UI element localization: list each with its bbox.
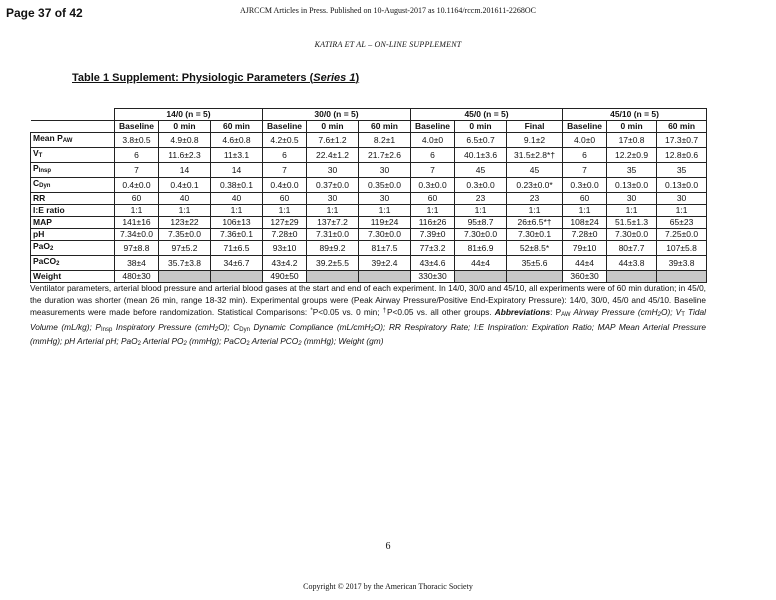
row-label-main: Weight — [33, 271, 62, 281]
table-cell: 106±13 — [211, 217, 263, 229]
page-label: Page 37 of 42 — [6, 6, 83, 20]
table-cell — [159, 271, 211, 283]
table-cell: 30 — [657, 193, 707, 205]
table-row — [31, 178, 707, 193]
corner-cell — [31, 109, 115, 121]
table-cell: 0.4±0.0 — [263, 178, 307, 193]
table-cell: 77±3.2 — [411, 241, 455, 256]
caption-text: P<0.05 vs. 0 min; — [312, 307, 383, 317]
subscript: 2 — [137, 341, 141, 347]
column-header: 60 min — [657, 121, 707, 133]
table-cell: 0.3±0.0 — [455, 178, 507, 193]
table-caption — [30, 283, 706, 351]
table-cell: 35 — [607, 163, 657, 178]
table-cell: 9.1±2 — [507, 133, 563, 148]
physiologic-parameters-table — [30, 108, 707, 283]
table-cell: 65±23 — [657, 217, 707, 229]
table-row — [31, 133, 707, 148]
table-cell: 0.23±0.0* — [507, 178, 563, 193]
table-cell: 7.31±0.0 — [307, 229, 359, 241]
table-cell: 1:1 — [115, 205, 159, 217]
table-cell: 40.1±3.6 — [455, 148, 507, 163]
table-cell: 7.30±0.0 — [359, 229, 411, 241]
table-cell: 22.4±1.2 — [307, 148, 359, 163]
group-header: 45/10 (n = 5) — [563, 109, 707, 121]
corner-cell — [31, 121, 115, 133]
table-cell: 107±5.8 — [657, 241, 707, 256]
running-head: KATIRA ET AL – ON-LINE SUPPLEMENT — [314, 40, 462, 49]
table-cell: 93±10 — [263, 241, 307, 256]
column-header: Baseline — [263, 121, 307, 133]
table-cell: 1:1 — [607, 205, 657, 217]
table-cell: 0.13±0.0 — [607, 178, 657, 193]
table-cell: 39±3.8 — [657, 256, 707, 271]
row-label-subscript: 2 — [56, 261, 60, 267]
column-header: Baseline — [115, 121, 159, 133]
row-label-main: V — [33, 148, 39, 158]
subscript: 2 — [657, 312, 661, 318]
table-cell: 0.3±0.0 — [563, 178, 607, 193]
table-cell: 7.28±0 — [263, 229, 307, 241]
table-cell: 44±3.8 — [607, 256, 657, 271]
row-label — [31, 163, 115, 178]
row-label — [31, 217, 115, 229]
table-cell — [307, 271, 359, 283]
row-label-main: RR — [33, 193, 46, 203]
table-cell: 14 — [159, 163, 211, 178]
column-header: 0 min — [159, 121, 211, 133]
table-cell: 34±6.7 — [211, 256, 263, 271]
table-cell: 40 — [159, 193, 211, 205]
table-title-main: Table 1 Supplement: Physiologic Parameters ( — [72, 72, 314, 84]
table-cell: 60 — [411, 193, 455, 205]
column-header: Final — [507, 121, 563, 133]
table-cell: 79±10 — [563, 241, 607, 256]
table-cell: 0.38±0.1 — [211, 178, 263, 193]
table-cell: 45 — [455, 163, 507, 178]
group-header: 14/0 (n = 5) — [115, 109, 263, 121]
table-title-end: ) — [355, 72, 360, 84]
table-cell: 1:1 — [263, 205, 307, 217]
table-cell: 14 — [211, 163, 263, 178]
table-cell: 1:1 — [411, 205, 455, 217]
table-cell: 7.30±0.1 — [507, 229, 563, 241]
table-cell: 6 — [563, 148, 607, 163]
row-label — [31, 148, 115, 163]
table-cell: 7.25±0.0 — [657, 229, 707, 241]
table-cell: 7 — [411, 163, 455, 178]
table-cell: 141±16 — [115, 217, 159, 229]
table-cell: 26±6.5*† — [507, 217, 563, 229]
column-header: 0 min — [455, 121, 507, 133]
table-cell: 0.35±0.0 — [359, 178, 411, 193]
table-row — [31, 148, 707, 163]
row-label-subscript: Dyn — [39, 183, 51, 189]
caption-text: Inspiratory Pressure (cmH — [112, 321, 215, 332]
subscript: T — [681, 312, 685, 318]
table-cell: 30 — [359, 163, 411, 178]
column-header: Baseline — [411, 121, 455, 133]
row-label-subscript: 2 — [50, 246, 54, 252]
table-cell: 30 — [307, 163, 359, 178]
table-cell: 23 — [455, 193, 507, 205]
table-cell: 80±7.7 — [607, 241, 657, 256]
table-row — [31, 229, 707, 241]
table-cell: 81±6.9 — [455, 241, 507, 256]
caption-text: O); V — [661, 307, 682, 317]
table-cell: 21.7±2.6 — [359, 148, 411, 163]
caption-text: Arterial PCO — [249, 336, 299, 346]
column-header: 60 min — [359, 121, 411, 133]
table-cell: 40 — [211, 193, 263, 205]
table-row — [31, 163, 707, 178]
column-header: 60 min — [211, 121, 263, 133]
row-label-main: PaO — [33, 241, 51, 251]
table-cell: 1:1 — [507, 205, 563, 217]
copyright: Copyright © 2017 by the American Thoracic Society — [303, 582, 473, 591]
table-cell: 38±4 — [115, 256, 159, 271]
caption-text: Tidal Volume (mL/kg); P — [30, 307, 706, 332]
table-cell: 23 — [507, 193, 563, 205]
table-cell — [359, 271, 411, 283]
table-cell: 44±4 — [455, 256, 507, 271]
group-header-row — [31, 109, 707, 121]
table-cell — [507, 271, 563, 283]
row-label-main: PaCO — [33, 256, 57, 266]
table-cell: 30 — [359, 193, 411, 205]
table-cell — [657, 271, 707, 283]
table-cell: 11±3.1 — [211, 148, 263, 163]
table-cell: 30 — [607, 193, 657, 205]
caption-text: Airway Pressure (cmH — [570, 307, 658, 317]
table-cell: 89±9.2 — [307, 241, 359, 256]
table-cell: 6.5±0.7 — [455, 133, 507, 148]
table-title — [72, 72, 359, 84]
row-label-main: pH — [33, 229, 45, 239]
row-label — [31, 241, 115, 256]
row-label-main: I:E ratio — [33, 205, 65, 215]
row-label-main: C — [33, 178, 40, 188]
table-cell: 97±8.8 — [115, 241, 159, 256]
column-header: 0 min — [607, 121, 657, 133]
table-cell: 11.6±2.3 — [159, 148, 211, 163]
row-label — [31, 205, 115, 217]
table-cell: 1:1 — [563, 205, 607, 217]
table-cell: 81±7.5 — [359, 241, 411, 256]
table-cell: 7.30±0.0 — [455, 229, 507, 241]
table-cell: 95±8.7 — [455, 217, 507, 229]
table-cell: 7.36±0.1 — [211, 229, 263, 241]
table-cell: 108±24 — [563, 217, 607, 229]
table-cell: 7.6±1.2 — [307, 133, 359, 148]
table-cell: 30 — [307, 193, 359, 205]
row-label-subscript: T — [38, 153, 43, 159]
table-cell: 43±4.2 — [263, 256, 307, 271]
table-cell: 60 — [263, 193, 307, 205]
subscript: Dyn — [239, 326, 250, 333]
row-label-main: MAP — [33, 217, 52, 227]
table-cell: 137±7.2 — [307, 217, 359, 229]
table-row — [31, 217, 707, 229]
table-cell: 39±2.4 — [359, 256, 411, 271]
row-label-main: P — [33, 163, 39, 173]
row-label-subscript: AW — [62, 138, 73, 144]
subscript: Insp — [100, 326, 113, 333]
table-cell: 44±4 — [563, 256, 607, 271]
caption-text: Dynamic Compliance (mL/cmH — [249, 321, 371, 332]
table-cell: 35 — [657, 163, 707, 178]
table-cell: 6 — [115, 148, 159, 163]
table-cell: 97±5.2 — [159, 241, 211, 256]
table-cell: 119±24 — [359, 217, 411, 229]
caption-text: : P — [550, 307, 562, 317]
table-title-series: Series 1 — [313, 72, 356, 84]
table-cell: 17.3±0.7 — [657, 133, 707, 148]
table-row — [31, 241, 707, 256]
table-cell: 0.3±0.0 — [411, 178, 455, 193]
subscript: 2 — [298, 341, 302, 347]
journal-header: AJRCCM Articles in Press. Published on 10-August-2017 as 10.1164/rccm.201611-2268OC — [239, 6, 537, 15]
table-row — [31, 193, 707, 205]
row-label — [31, 256, 115, 271]
table-cell: 51.5±1.3 — [607, 217, 657, 229]
caption-text: O); C — [218, 321, 240, 332]
table-cell: 12.8±0.6 — [657, 148, 707, 163]
table-cell: 0.13±0.0 — [657, 178, 707, 193]
table-cell: 490±50 — [263, 271, 307, 283]
table-body — [31, 133, 707, 283]
table-cell: 7.30±0.0 — [607, 229, 657, 241]
table-cell: 6 — [263, 148, 307, 163]
caption-text: O); RR Respiratory Rate; I:E Inspiration: Expiration Ratio; MAP Mean Arterial Pressure (mmHg); pH Arterial pH; PaO — [30, 321, 706, 346]
table-cell: 1:1 — [307, 205, 359, 217]
table-cell: 60 — [115, 193, 159, 205]
table-cell: 71±6.5 — [211, 241, 263, 256]
caption-text: Ventilator parameters, arterial blood pressure and arterial blood gases at the start and end of each experiment. In 14/0, 30/0 and 45/10, all experiments were of 60 min duration; in 45/0, the duration was shorter (mean 26 min, range 18-32 min). Experimental groups were (Peak Airway Pressure/Positive End-Expiratory Pressure): 14/0, 30/0, 45/0 and 45/10. Baseline measurements were made before randomization. Statistical Comparisons: — [30, 283, 706, 317]
table-cell — [455, 271, 507, 283]
table-cell: 1:1 — [359, 205, 411, 217]
significance-symbol: † — [382, 308, 387, 314]
table-cell: 116±26 — [411, 217, 455, 229]
column-header: Baseline — [563, 121, 607, 133]
table-row — [31, 205, 707, 217]
table-cell: 45 — [507, 163, 563, 178]
row-label — [31, 271, 115, 283]
row-label-subscript: Insp — [38, 168, 52, 174]
row-label-main: Mean P — [33, 133, 63, 143]
table-cell: 127±29 — [263, 217, 307, 229]
table-cell: 7 — [263, 163, 307, 178]
group-header: 45/0 (n = 5) — [411, 109, 563, 121]
table-cell: 0.4±0.1 — [159, 178, 211, 193]
table-cell: 7.35±0.0 — [159, 229, 211, 241]
caption-text: (mmHg); Weight (gm) — [301, 336, 384, 346]
subscript: 2 — [183, 341, 187, 347]
significance-symbol: * — [310, 308, 313, 314]
table-cell: 52±8.5* — [507, 241, 563, 256]
table-cell: 1:1 — [657, 205, 707, 217]
table-cell: 480±30 — [115, 271, 159, 283]
table-row — [31, 256, 707, 271]
table-cell: 7.28±0 — [563, 229, 607, 241]
table-cell: 4.2±0.5 — [263, 133, 307, 148]
table-cell: 0.37±0.0 — [307, 178, 359, 193]
table-cell: 1:1 — [211, 205, 263, 217]
table-cell: 1:1 — [159, 205, 211, 217]
row-label — [31, 133, 115, 148]
table-cell: 4.9±0.8 — [159, 133, 211, 148]
table-row — [31, 271, 707, 283]
table-cell: 3.8±0.5 — [115, 133, 159, 148]
caption-text: P<0.05 vs. all other groups. — [386, 307, 492, 317]
caption-text: (mmHg); PaCO — [186, 336, 247, 346]
table-cell: 360±30 — [563, 271, 607, 283]
table-cell: 17±0.8 — [607, 133, 657, 148]
abbreviations-label: Abbreviations — [494, 307, 551, 317]
table-cell — [211, 271, 263, 283]
table-cell: 31.5±2.8*† — [507, 148, 563, 163]
row-label — [31, 229, 115, 241]
table-cell: 1:1 — [455, 205, 507, 217]
table-cell: 0.4±0.0 — [115, 178, 159, 193]
caption-text: Arterial PO — [140, 336, 184, 346]
table-cell: 7.34±0.0 — [115, 229, 159, 241]
table-cell: 4.0±0 — [411, 133, 455, 148]
table-cell: 35.7±3.8 — [159, 256, 211, 271]
table-cell — [607, 271, 657, 283]
subscript: 2 — [370, 326, 374, 333]
table-cell: 7 — [563, 163, 607, 178]
table-cell: 7 — [115, 163, 159, 178]
table-cell: 7.39±0 — [411, 229, 455, 241]
group-header: 30/0 (n = 5) — [263, 109, 411, 121]
table-cell: 43±4.6 — [411, 256, 455, 271]
table-cell: 4.6±0.8 — [211, 133, 263, 148]
subscript: 2 — [246, 341, 250, 347]
subscript: AW — [561, 312, 571, 318]
row-label — [31, 193, 115, 205]
subscript: 2 — [214, 326, 219, 333]
page-number: 6 — [385, 541, 391, 552]
table-cell: 12.2±0.9 — [607, 148, 657, 163]
table-cell: 6 — [411, 148, 455, 163]
table-cell: 123±22 — [159, 217, 211, 229]
subheader-row — [31, 121, 707, 133]
row-label — [31, 178, 115, 193]
table-cell: 35±5.6 — [507, 256, 563, 271]
column-header: 0 min — [307, 121, 359, 133]
table-cell: 330±30 — [411, 271, 455, 283]
table-cell: 39.2±5.5 — [307, 256, 359, 271]
table-cell: 60 — [563, 193, 607, 205]
table-cell: 4.0±0 — [563, 133, 607, 148]
table-cell: 8.2±1 — [359, 133, 411, 148]
